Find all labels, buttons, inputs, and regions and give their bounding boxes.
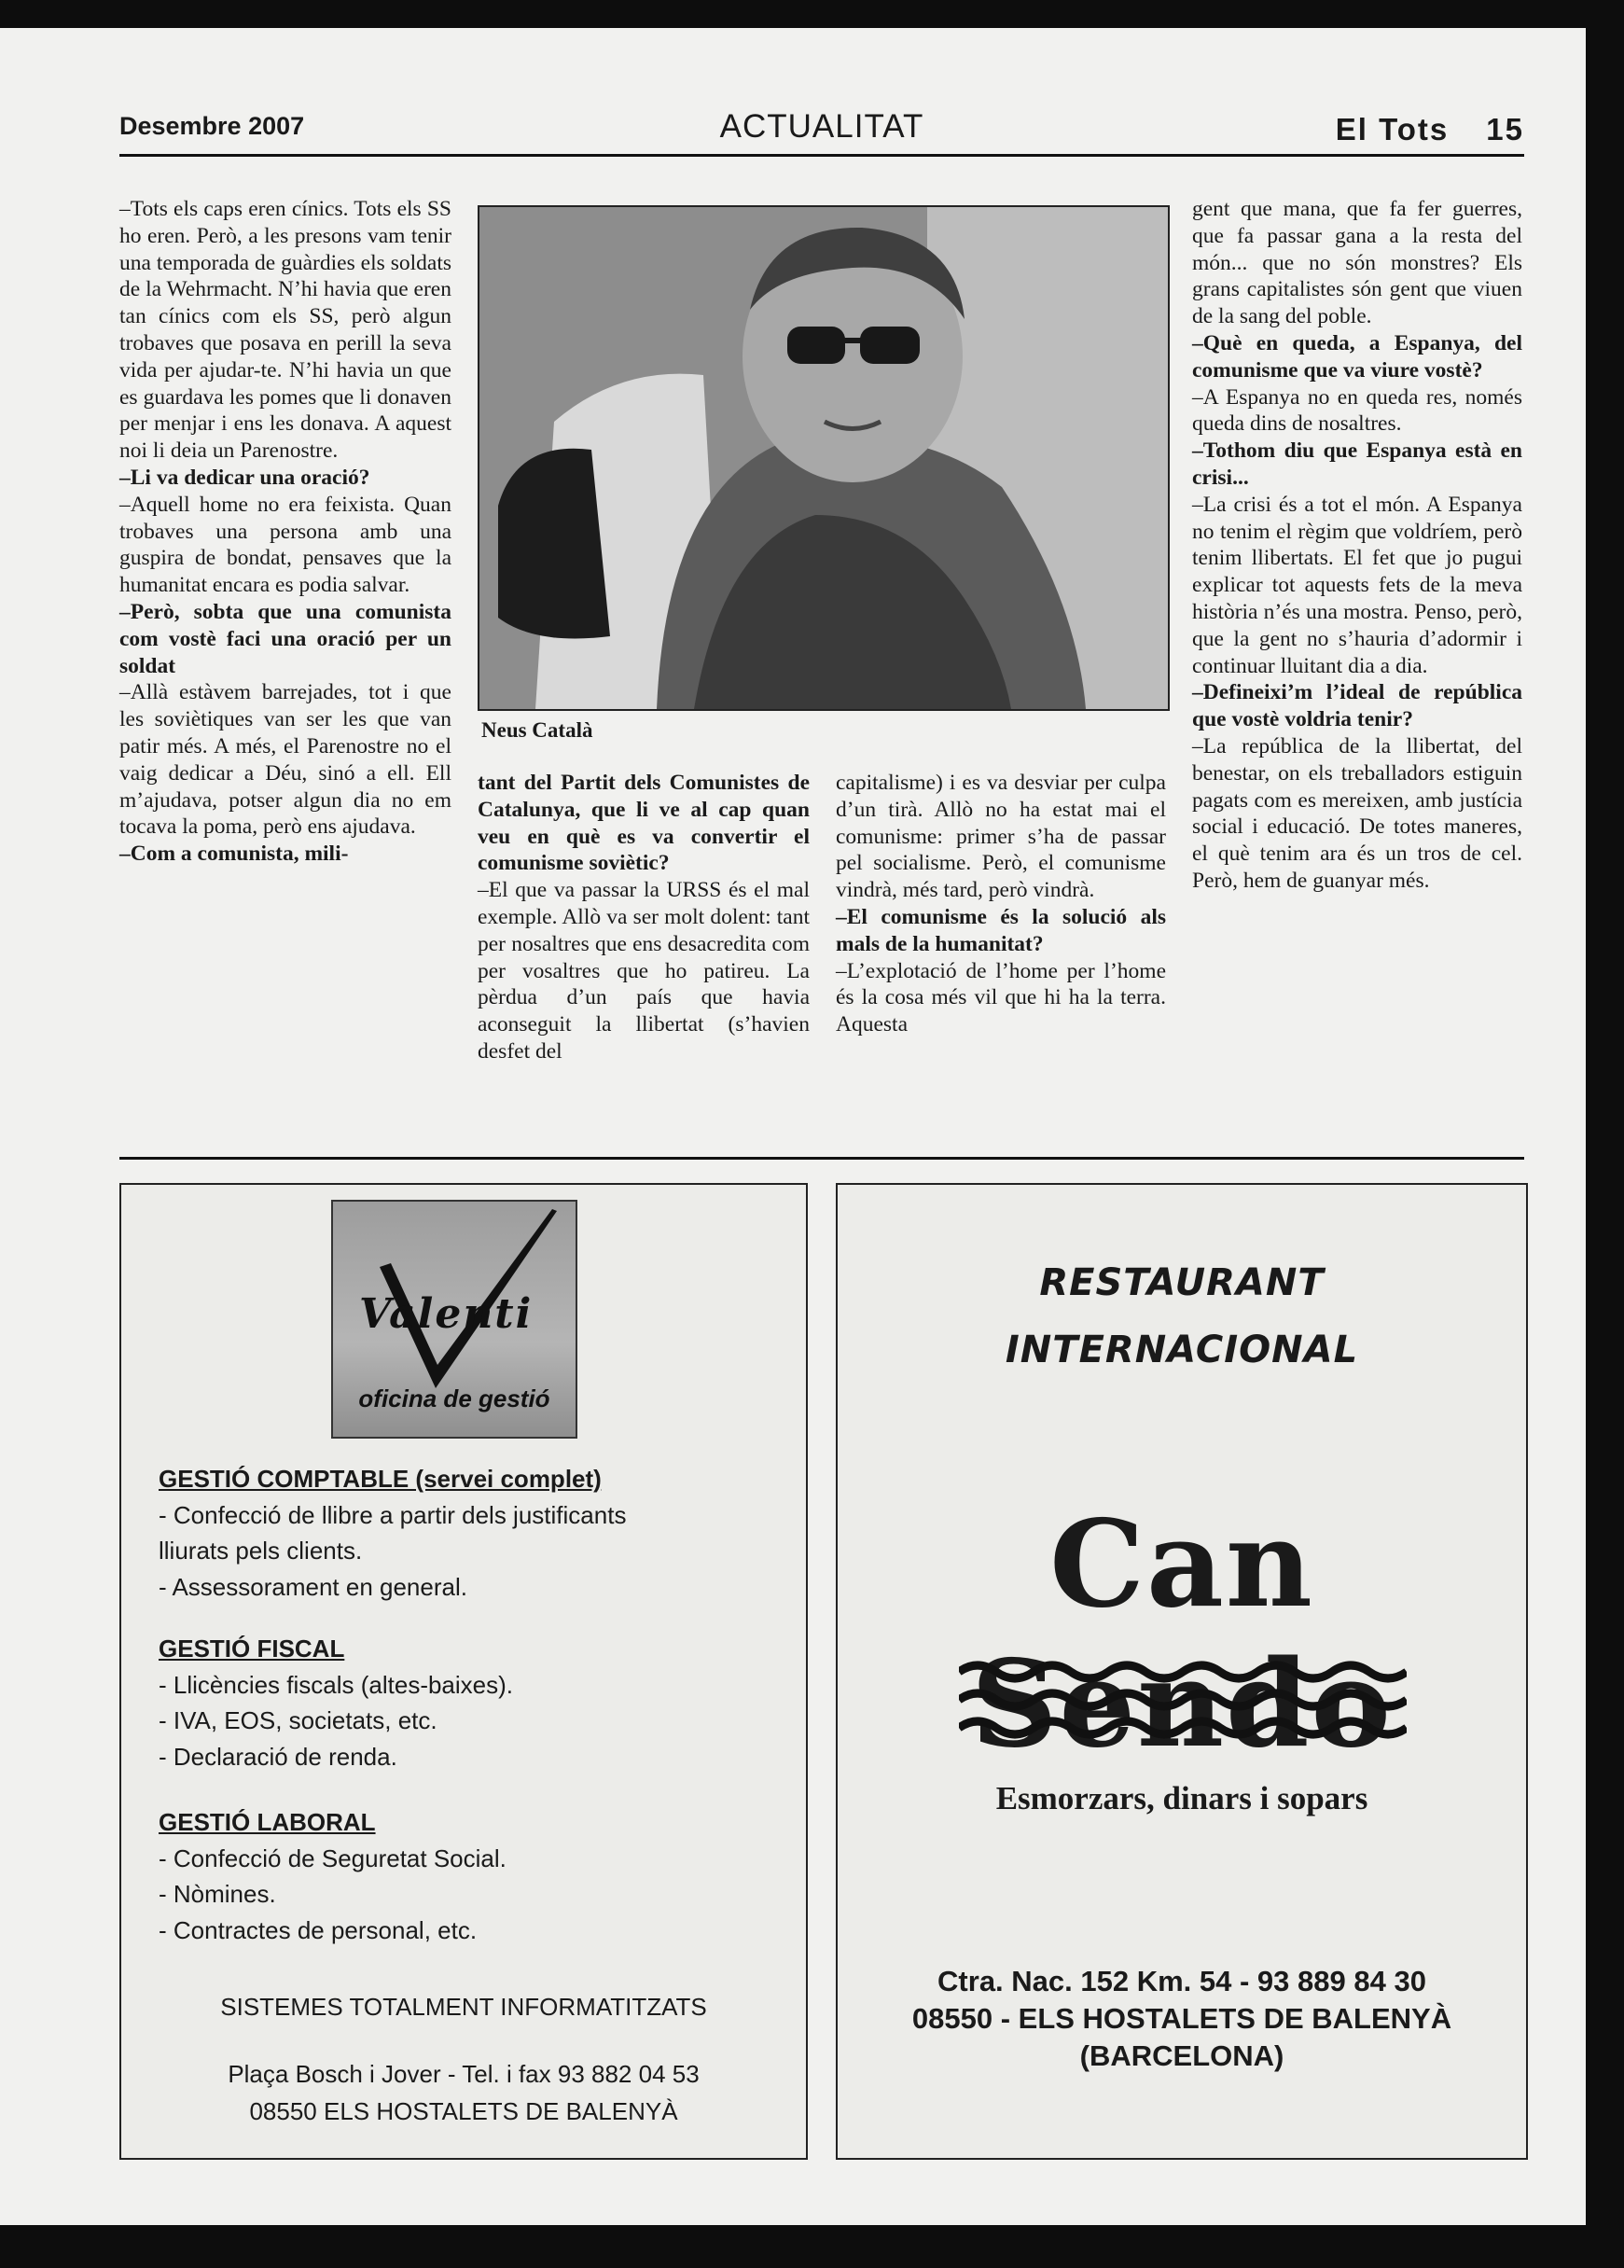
service-item: lliurats pels clients. — [159, 1537, 363, 1565]
valenti-tagline: SISTEMES TOTALMENT INFORMATITZATS — [220, 1993, 707, 2021]
interview-answer: –La crisi és a tot el món. A Espanya no tenim el règim que voldríem, però tenim llibertats. El fet que jo pugui explicar tot aquests fets de la meva història n’és una mostra. Penso, però, que la gent no s’hauria d’adormir i continuar lluitant dia a dia. — [1192, 492, 1522, 678]
interview-question: –Com a comunista, mili- — [119, 842, 349, 867]
service-item: - Nòmines. — [159, 1880, 276, 1908]
interview-answer: –Allà estàvem barrejades, tot i que les soviètiques van ser les que van patir més. A més, el Parenostre no el vaig dedicar a Déu, sinó a ell. Ell m’ajudava, potser algun dia no em tocava la poma, però ens ajudava. — [119, 680, 451, 840]
issue-date: Desembre 2007 — [119, 112, 305, 140]
cansendo-ad — [836, 1183, 1528, 2160]
service-title: GESTIÓ COMPTABLE (servei complet) — [159, 1465, 602, 1493]
article-column-2 — [478, 770, 810, 1065]
portrait-photo — [478, 205, 1170, 711]
valenti-ad — [119, 1183, 808, 2160]
ads-rule — [119, 1157, 1524, 1160]
interview-question: –El comunisme és la solució als mals de la humanitat? — [836, 904, 1166, 956]
waves-icon — [959, 1651, 1407, 1745]
service-item: - Llicències fiscals (altes-baixes). — [159, 1670, 514, 1699]
logo-name: Valenti — [359, 1290, 534, 1338]
interview-question: tant del Partit dels Comunistes de Catalunya, que li ve al cap quan veu en què es va convertir el comunisme soviètic? — [478, 771, 810, 876]
article-column-1 — [119, 196, 451, 868]
interview-answer: –Tots els caps eren cínics. Tots els SS ho eren. Però, a les presons vam tenir una temporada de guàrdies els soldats de la Wehrmacht. N’hi havia que eren tan cínics com els SS, però algun trobaves que posava en perill la seva vida per ajudar-te. N’hi havia un que es guardava les pomes que li donaven per menjar i ens les donava. A aquest noi li deia un Parenostre. — [119, 197, 451, 464]
page-number: 15 — [1486, 112, 1524, 146]
header-rule — [119, 154, 1524, 157]
service-tax — [159, 1631, 513, 1774]
valenti-town: 08550 ELS HOSTALETS DE BALENYÀ — [249, 2097, 678, 2125]
service-item: - Declaració de renda. — [159, 1742, 397, 1771]
restaurant-meals: Esmorzars, dinars i sopars — [995, 1780, 1368, 1816]
interview-answer: capitalisme) i es va desviar per culpa d’un tirà. Allò no ha estat mai el comunisme: primer s’ha de passar pel socialisme. Però, el comunisme vindrà, més tard, però vindrà. — [836, 771, 1166, 903]
service-title: GESTIÓ LABORAL — [159, 1808, 376, 1836]
interview-question: –Li va dedicar una oració? — [119, 465, 370, 490]
service-item: - Confecció de llibre a partir dels justificants — [159, 1500, 627, 1529]
restaurant-type: INTERNACIONAL — [1005, 1329, 1359, 1371]
service-item: - Contractes de personal, etc. — [159, 1915, 478, 1944]
service-accounting — [159, 1461, 626, 1605]
restaurant-name: Can Sendo — [971, 1495, 1393, 1774]
restaurant-region: (BARCELONA) — [1079, 2039, 1284, 2072]
restaurant-town: 08550 - ELS HOSTALETS DE BALENYÀ — [911, 2002, 1452, 2035]
service-labor — [159, 1804, 507, 1948]
service-item: - IVA, EOS, societats, etc. — [159, 1706, 437, 1734]
article-column-4 — [1192, 196, 1522, 895]
restaurant-label: RESTAURANT — [1039, 1261, 1325, 1304]
portrait-illustration — [479, 207, 1168, 709]
article-column-3 — [836, 770, 1166, 1038]
interview-answer: –A Espanya no en queda res, només queda dins de nosaltres. — [1192, 384, 1522, 437]
interview-answer: –El que va passar la URSS és el mal exemple. Allò va ser molt dolent: tant per nosaltres que ens desacredita com per vosaltres que ho patireu. La pèrdua d’un país que havia aconseguit la llibertat (s’havien desfet del — [478, 878, 810, 1064]
service-item: - Confecció de Seguretat Social. — [159, 1844, 507, 1872]
interview-question: –Però, sobta que una comunista com vostè faci una oració per un soldat — [119, 599, 451, 678]
interview-answer: –L’explotació de l’home per l’home és la cosa més vil que hi ha la terra. Aquesta — [836, 958, 1166, 1037]
photo-caption: Neus Català — [481, 718, 593, 742]
interview-question: –Tothom diu que Espanya està en crisi... — [1192, 438, 1522, 490]
interview-question: –Defineixi’m l’ideal de república que vostè voldria tenir? — [1192, 680, 1522, 732]
page-header — [119, 108, 1524, 149]
interview-answer: –Aquell home no era feixista. Quan trobaves una persona amb una guspira de bondat, pensaves que la humanitat encara es podia salvar. — [119, 492, 451, 598]
logo-subtitle: oficina de gestió — [358, 1384, 550, 1412]
section-title: ACTUALITAT — [719, 108, 924, 145]
publication-name — [1336, 112, 1524, 147]
valenti-address: Plaça Bosch i Jover - Tel. i fax 93 882 04 53 — [228, 2060, 700, 2088]
interview-answer: –La república de la llibertat, del benestar, on els treballadors estiguin pagats com es mereixen, amb justícia social i educació. De totes maneres, el què tenim ara és un tros de cel. Però, hem de guanyar més. — [1192, 733, 1522, 893]
service-item: - Assessorament en general. — [159, 1572, 467, 1601]
service-title: GESTIÓ FISCAL — [159, 1635, 345, 1663]
valenti-logo — [331, 1200, 577, 1439]
interview-answer: gent que mana, que fa fer guerres, que fa passar gana a la resta del món... que no són monstres? Els grans capitalistes són gent que viuen de la sang del poble. — [1192, 197, 1522, 329]
restaurant-road: Ctra. Nac. 152 Km. 54 - 93 889 84 30 — [937, 1965, 1426, 1997]
publication-title: El Tots — [1335, 112, 1450, 146]
interview-question: –Què en queda, a Espanya, del comunisme que va viure vostè? — [1192, 330, 1522, 383]
